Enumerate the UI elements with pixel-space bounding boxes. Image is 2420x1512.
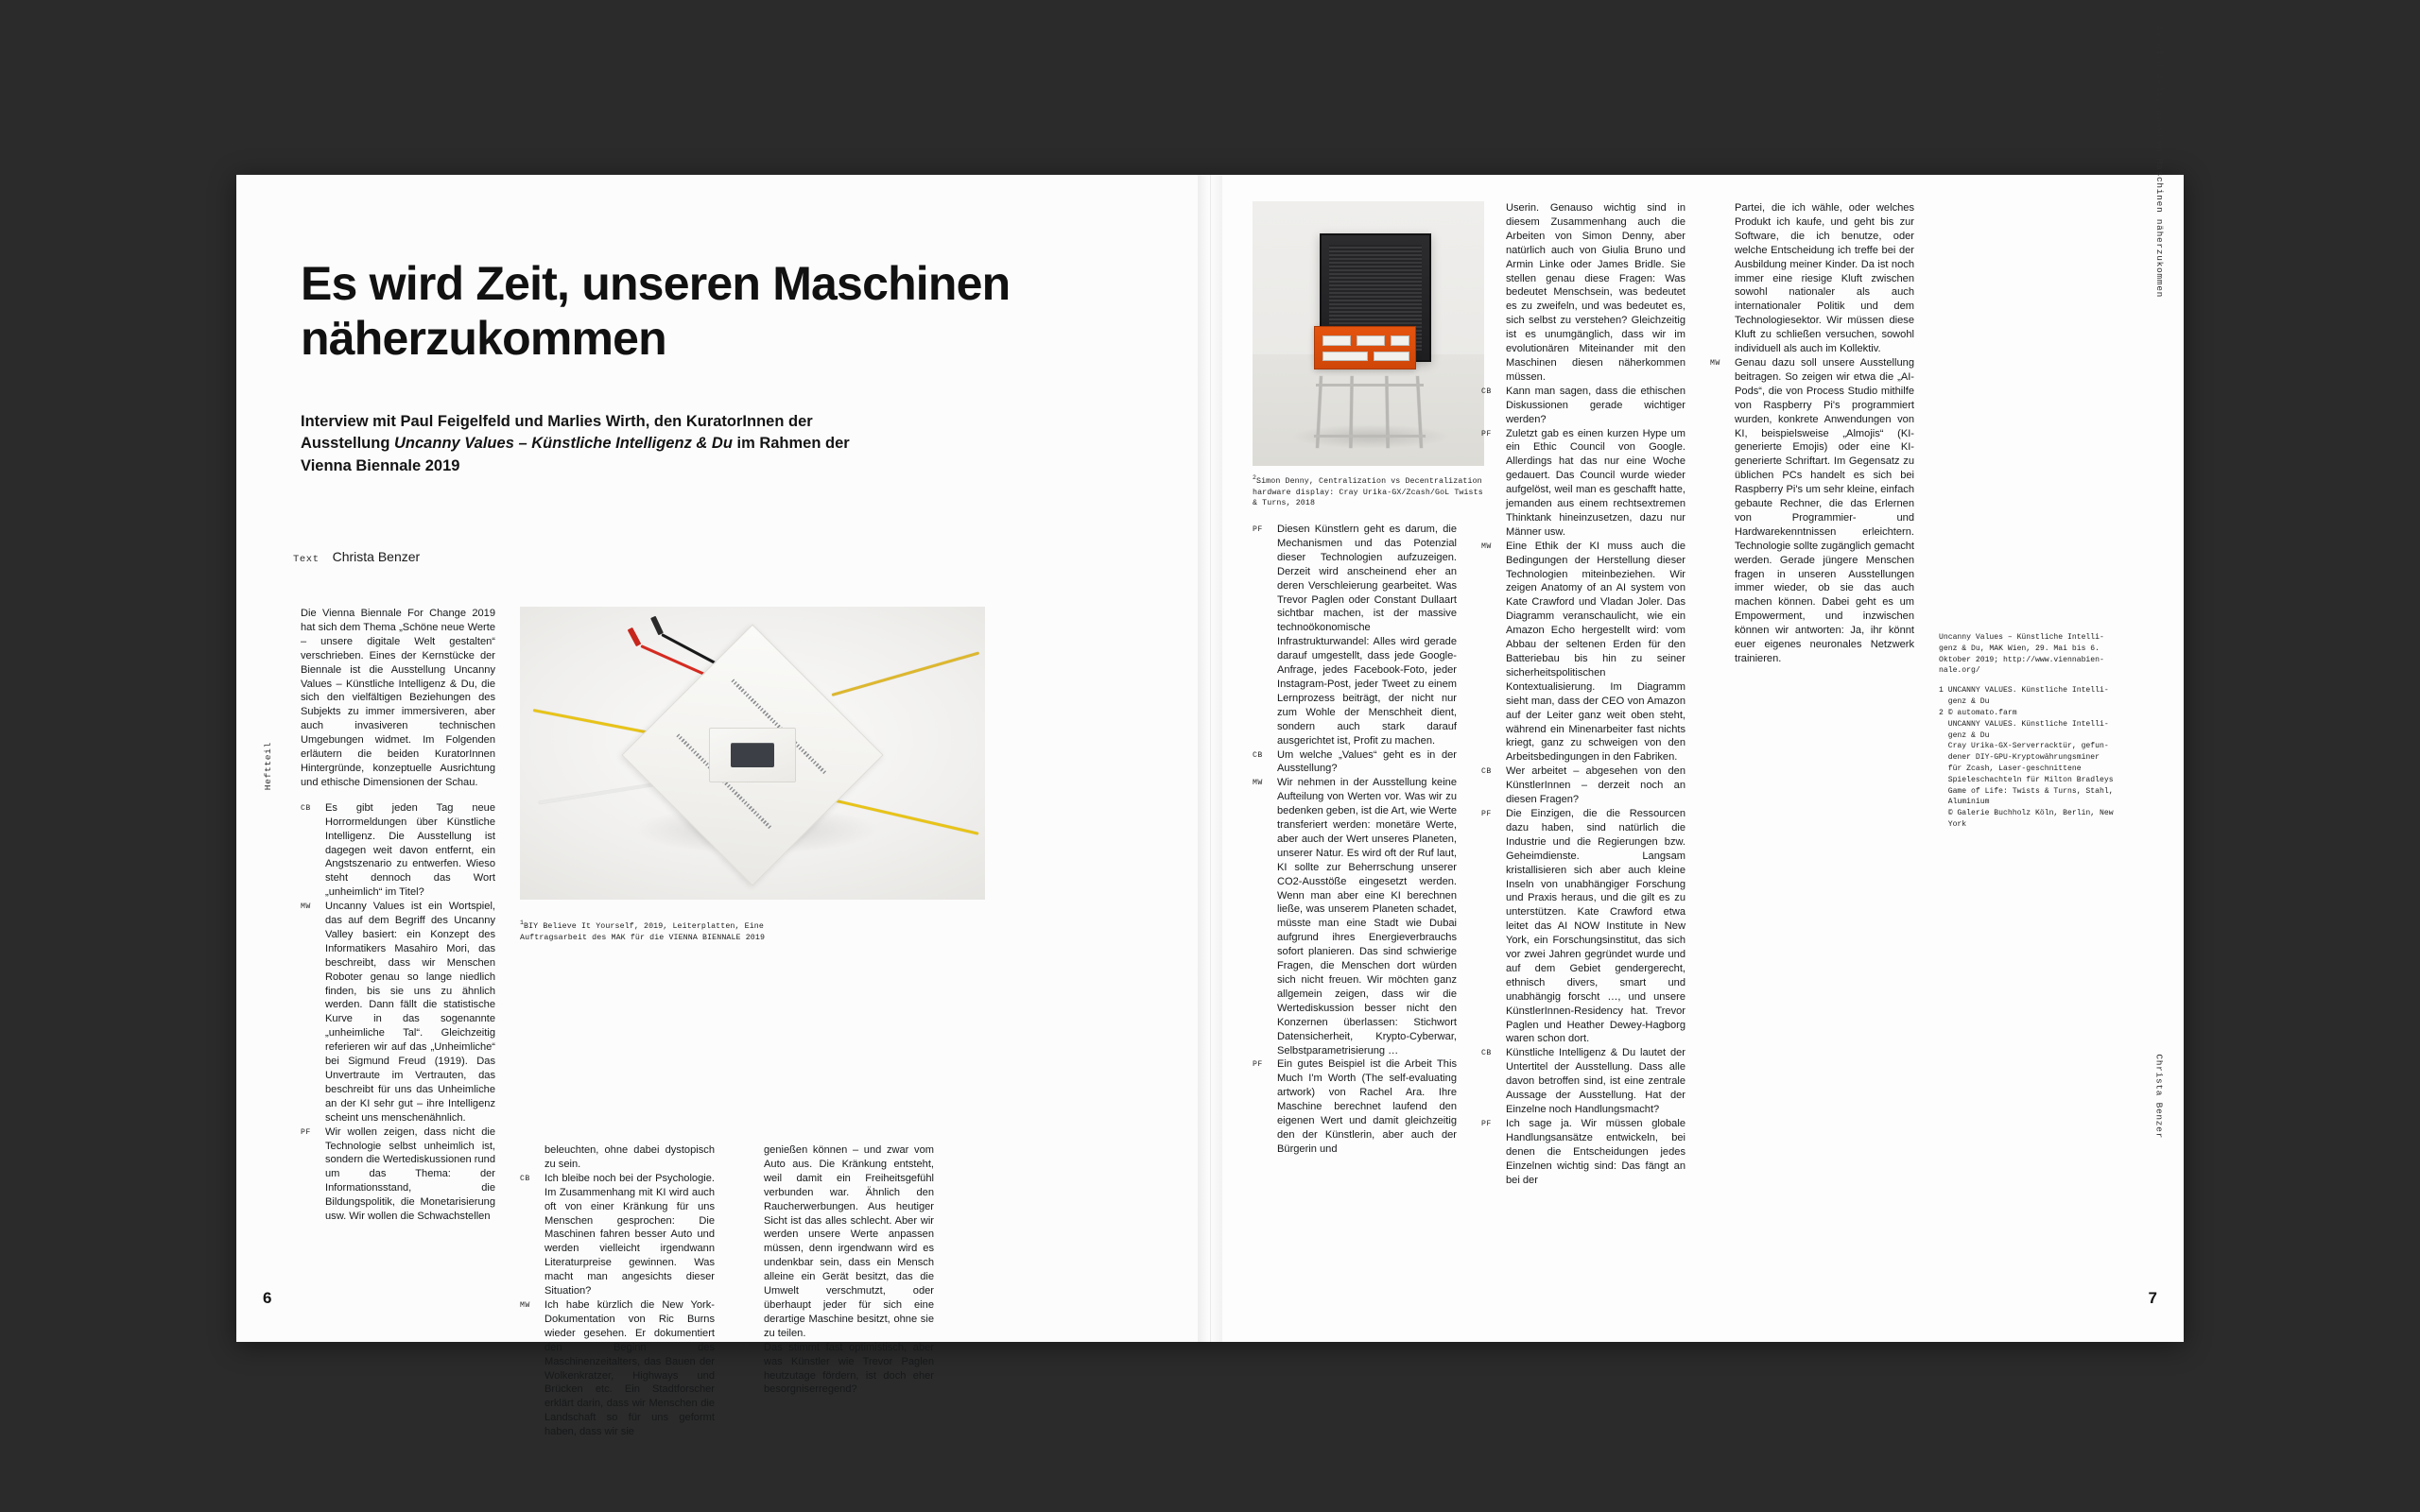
reference-line: Oktober 2019; http://www.viennabien- (1939, 655, 2104, 664)
reference-line: 2 © automato.farm (1939, 708, 2017, 717)
paragraph-text: Partei, die ich wähle, oder welches Produkt ich kaufe, und geht bis zur Software, die ich benutze, oder welche Entscheidung ich treffe bei der Ausbildung meiner Kinder. Da ist noch immer eine riesige Kluft zwischen sowohl nationaler als auch internationaler Politik und dem Technologiesektor. Wir müssen diese Kluft zu schließen versuchen, sowohl individuell als auch im Kollektiv. (1735, 202, 1914, 355)
paragraph-text: Uncanny Values ist ein Wortspiel, das auf dem Begriff des Uncanny Valley basiert: ein Konzept des Informatikers Masahiro Mori, das beschreibt, dass wir Menschen Roboter genau so lange niedlich finden, bis sie uns zu ähnlich werden. Dann fällt die statistische Kurve in das sogenannte „unheimliche Tal“. Gleichzeitig referieren wir auf das „Unheimliche“ bei Sigmund Freud (1919). Das Unvertraute im Vertrauten, das beschreibt für uns das Unheimliche an der KI sehr gut – ihre Intelligenz scheint uns menschenähnlich. (325, 901, 495, 1124)
speaker-initials: CB (1481, 767, 1492, 777)
reference-line: für Zcash, Laser-geschnittene (1939, 764, 2082, 773)
byline-author-name: Christa Benzer (332, 549, 421, 564)
speaker-initials: PF (1481, 1119, 1492, 1128)
stand-crossbar-bottom (1314, 435, 1426, 438)
reference-line: © Galerie Buchholz Köln, Berlin, New (1939, 809, 2114, 818)
left-bot-b-paras (520, 1143, 715, 1439)
interview-paragraph (739, 1143, 934, 1341)
reference-line: Aluminium (1939, 798, 1990, 807)
paragraph-text: Wir nehmen in der Ausstellung keine Aufteilung von Werten vor. Was wir zu bedenken geben, ist die Art, wie Werte transferiert werden: monetäre Werte, aber auch der Wert unseres Planeten, unserer Natur. Es wird oft der Ruf laut, KI sollte zur Beherrschung unserer CO2-Ausstöße eingesetzt werden. Wenn man aber eine KI berechnen ließe, was unserem Planeten schadet, müsste man eine Stadt wie Dubai aufgrund ihres Energieverbrauchs sofort planieren. Das sind schwierige Fragen, die Menschen dort würden sich nicht freuen. Wir möchten ganz allgemein zeigen, dass wir die Wertediskussion besser nicht den Konzernen überlassen: Stichwort Datensicherheit, Krypto-Cyberwar, Selbstparametrisierung … (1277, 777, 1457, 1057)
interview-paragraph (1710, 201, 1914, 356)
speaker-initials: CB (1481, 1049, 1492, 1058)
reference-line: Cray Urika-GX-Serverracktür, gefun- (1939, 742, 2109, 751)
artwork-photo-2 (1253, 201, 1484, 466)
interview-paragraph (1481, 540, 1685, 765)
photo-2-caption (1253, 473, 1489, 509)
reference-line: 1 UNCANNY VALUES. Künstliche Intelli- (1939, 686, 2109, 696)
reference-line: genz & Du (1939, 697, 1990, 707)
reference-line: genz & Du (1939, 730, 1990, 740)
right-col2-paras (1481, 201, 1685, 1187)
interview-paragraph (301, 801, 495, 900)
photo-1-caption-marker: 1 (520, 919, 525, 926)
speaker-initials: MW (1253, 779, 1263, 788)
reference-line: York (1939, 820, 1967, 829)
byline (293, 549, 420, 565)
interview-paragraph (1253, 748, 1457, 777)
interview-paragraph (520, 1143, 715, 1172)
miner-slot-4 (1322, 352, 1368, 361)
speaker-initials: MW (301, 902, 311, 912)
speaker-initials (520, 1143, 544, 1145)
paragraph-text: Ich habe kürzlich die New York-Dokumentation von Ric Burns wieder gesehen. Er dokumentiert den Beginn des Maschinenzeitalters, das Bauen der Wolkenkratzer, Highways und Brücken etc. Ein Stadtforscher erklärt darin, dass wir Menschen die Landschaft so für uns geformt haben, dass wir sie (544, 1298, 715, 1438)
speaker-initials (1481, 201, 1506, 203)
interview-paragraph (1481, 1117, 1685, 1188)
paragraph-text: Ich sage ja. Wir müssen globale Handlungsansätze entwickeln, bei denen die Entscheidungen jedes Einzelnen wichtig sind: Das fängt an bei der (1506, 1117, 1685, 1186)
reference-line: UNCANNY VALUES. Künstliche Intelli- (1939, 719, 2109, 729)
miner-slot-1 (1322, 335, 1351, 346)
paragraph-text: Die Einzigen, die die Ressourcen dazu haben, sind natürlich die Industrie und die Regierungen bzw. Geheimdienste. Langsam kristallisieren sich aber auch kleine Inseln von unabhängiger Forschung und Praxis heraus, und die gilt es zu unterstützen. Kate Crawford etwa leitet das AI NOW Institute in New York, ein Forschungsinstitut, das sich vor zwei Jahren gegründet wurde und auf dem Gebiet gendergerecht, ethnisch divers, smart und unabhängig forscht …, und unsere KünstlerInnen-Residency hat. Trevor Paglen und Heather Dewey-Hagborg waren schon dort. (1506, 807, 1685, 1045)
standfirst-part-2: im Rahmen der Vienna Biennale 2019 (301, 435, 850, 474)
speaker-initials (1710, 201, 1735, 203)
photo-2-caption-marker: 2 (1253, 474, 1257, 481)
intro-text: Die Vienna Biennale For Change 2019 hat sich dem Thema „Schöne neue Werte – unsere digitale Welt gestalten“ verschrieben. Eines der Kernstücke der Biennale ist die Ausstellung Uncanny Values – Künstliche Intelligenz & Du, die sich den vielfältigen Beziehungen des Subjekts zu immer immersiveren, aber auch invasiveren technischen Umgebungen widmet. Im Folgenden erläutern die beiden KuratorInnen Hintergründe, konzeptuelle Ausrichtung und ethische Dimensionen der Schau. (301, 608, 495, 788)
speaker-initials: PF (1253, 525, 1263, 534)
speaker-initials: PF (1253, 1060, 1263, 1070)
interview-paragraph (1253, 1057, 1457, 1156)
paragraph-text: Diesen Künstlern geht es darum, die Mechanismen und das Potenzial dieser Technologien aufzuzeigen. Derzeit wird anscheinend eher an deren Verschleierung gearbeitet. Was Trevor Paglen oder Constant Dullaart sichtbar machen, ist der massive technoökonomische Infrastrukturwandel: Alles wird gerade darauf umgestellt, dass jede Google-Anfrage, jedes Facebook-Foto, jeder Instagram-Post, jeder Tweet zu einem Lernprozess beiträgt, der nicht nur zum Wohle der Menschheit dient, sondern auch stark darauf ausgerichtet ist, Profit zu machen. (1277, 524, 1457, 747)
byline-label: Text (293, 554, 320, 565)
left-bottom-column-c (739, 1143, 934, 1397)
standfirst-italic-title: Uncanny Values – Künstliche Intelligenz & Du (394, 435, 733, 453)
speaker-initials (739, 1143, 764, 1145)
spine-label-running-head: Es wird Zeit, unseren Maschinen näherzukommen (2154, 25, 2165, 298)
interview-paragraph (739, 1341, 934, 1398)
speaker-initials: PF (1481, 809, 1492, 818)
miner-slot-5 (1374, 352, 1409, 361)
photo-1-caption-text: BIY Believe It Yourself, 2019, Leiterplatten, Eine Auftragsarbeit des MAK für die VIENNA BIENNALE 2019 (520, 921, 766, 942)
folio-right: 7 (2148, 1289, 2157, 1307)
paragraph-text: Wir wollen zeigen, dass nicht die Technologie selbst unheimlich ist, sondern die Wertediskussionen rund um das Thema: der Informationsstand, die Bildungspolitik, die Monetarisierung usw. Wir wollen die Schwachstellen (325, 1125, 495, 1223)
speaker-initials: CB (520, 1174, 530, 1183)
spine-label-left: Heftteil (263, 742, 273, 791)
standfirst (301, 411, 887, 477)
artwork-photo-1 (520, 607, 985, 900)
reference-line: Uncanny Values – Künstliche Intelli- (1939, 633, 2104, 642)
reference-line: genz & Du, MAK Wien, 29. Mai bis 6. (1939, 644, 2100, 653)
speaker-initials: MW (520, 1300, 530, 1310)
left-page (236, 175, 1210, 1438)
right-column-2 (1481, 201, 1685, 1187)
interview-paragraph (1481, 1046, 1685, 1117)
interview-paragraph (1481, 201, 1685, 385)
interview-paragraph (1481, 807, 1685, 1046)
left-bottom-column-b (520, 1143, 715, 1439)
reference-block (1939, 632, 2141, 677)
paragraph-text: Userin. Genauso wichtig sind in diesem Zusammenhang auch die Arbeiten von Simon Denny, aber natürlich auch von Giulia Bruno und Armin Linke oder James Bridle. Sie stellen genau diese Fragen: Was bedeutet Menschsein, was bedeutet es zu zweifeln, und was bedeutet es, sich selbst zu verstehen? Gleichzeitig ist es unumgänglich, dass wir im evolutionären Miteinander mit den Maschinen diesen näherkommen müssen. (1506, 202, 1685, 383)
page-title: Es wird Zeit, unseren Maschinen näherzukommen (301, 256, 1011, 365)
paragraph-text: Ich bleibe noch bei der Psychologie. Im Zusammenhang mit KI wird auch oft von einer Kränkung für uns Menschen gesprochen: Die Maschinen fahren besser Auto und werden vielleicht irgendwann Literaturpreise gewinnen. Was macht man angesichts dieser Situation? (544, 1172, 715, 1297)
photo-1-frame (520, 607, 985, 900)
left-bot-c-paras (739, 1143, 934, 1397)
paragraph-text: Zuletzt gab es einen kurzen Hype um ein Ethic Council von Google. Allerdings hat das nur eine Woche gedauert. Das Council wurde wieder aufgelöst, weil man es geschafft hatte, jemanden aus einem rechtsextremen Thinktank hineinzusetzen, dazu nur Männer usw. (1506, 427, 1685, 538)
interview-paragraph (1481, 765, 1685, 807)
speaker-initials: CB (739, 1343, 750, 1352)
paragraph-text: Wer arbeitet – abgesehen von den KünstlerInnen – derzeit noch an diesen Fragen? (1506, 765, 1685, 806)
right-column-1 (1253, 523, 1457, 1157)
paragraph-text: genießen können – und zwar vom Auto aus. Die Kränkung entsteht, weil damit ein Freiheitsgefühl verbunden war. Ähnlich den Raucherwerbungen. Aus heutiger Sicht ist das alles schlecht. Aber wir werden unsere Werte anpassen müssen, denn irgendwann wird es undenkbar sein, dass ein Mensch alleine ein Gerät besitzt, das die Umwelt verschmutzt, oder überhaupt jeder für sich eine derartige Maschine besitzt, ohne sie zu teilen. (764, 1144, 934, 1339)
right-col3-paras (1710, 201, 1914, 666)
interview-paragraph (1481, 385, 1685, 427)
right-column-3 (1710, 201, 1914, 666)
photo-1-caption (520, 919, 804, 943)
paragraph-text: Künstliche Intelligenz & Du lautet der Untertitel der Ausstellung. Dass alle davon betroffen sind, ist eine zentrale Aussage der Ausstellung. Hat der Einzelne noch Handlungsmacht? (1506, 1047, 1685, 1115)
paragraph-text: Um welche „Values“ geht es in der Ausstellung? (1277, 748, 1457, 775)
references-block (1939, 632, 2141, 839)
paragraph-text: Kann man sagen, dass die ethischen Diskussionen gerade wichtiger werden? (1506, 385, 1685, 425)
interview-paragraph (1253, 523, 1457, 748)
interview-paragraph (1481, 427, 1685, 540)
interview-paragraph (520, 1172, 715, 1298)
photo-2-caption-text: Simon Denny, Centralization vs Decentralization hardware display: Cray Urika-GX/Zcash/GoL Twists & Turns, 2018 (1253, 476, 1483, 508)
speaker-initials: CB (1481, 387, 1492, 396)
speaker-initials: MW (1481, 541, 1492, 551)
miner-slot-3 (1391, 335, 1409, 346)
interview-paragraph (301, 1125, 495, 1224)
magazine-spread (236, 25, 2184, 1438)
left-column-1 (301, 607, 495, 1224)
board-chip (731, 743, 774, 767)
speaker-initials: PF (1481, 429, 1492, 438)
reference-line: Game of Life: Twists & Turns, Stahl, (1939, 786, 2114, 796)
board-module (709, 728, 796, 782)
reference-line: Spieleschachteln für Milton Bradleys (1939, 775, 2114, 784)
left-col1-paras (301, 801, 495, 1224)
paragraph-text: Es gibt jeden Tag neue Horrormeldungen über Künstliche Intelligenz. Die Ausstellung ist dagegen weit davon entfernt, ein Angstszenario zu entwerfen. Wieso steht dennoch das Wort „unheimlich“ im Titel? (325, 801, 495, 899)
interview-paragraph (1253, 776, 1457, 1057)
reference-line: dener DIY-GPU-Kryptowährungsminer (1939, 753, 2100, 763)
display-stand (1312, 376, 1426, 450)
reference-block (1939, 685, 2141, 831)
speaker-initials: CB (1253, 750, 1263, 760)
photo-2-frame (1253, 201, 1484, 466)
interview-paragraph (1710, 356, 1914, 666)
right-page (1210, 25, 2184, 1342)
reference-line: nale.org/ (1939, 666, 1980, 676)
standfirst-part-1: Interview mit Paul Feigelfeld und Marlies Wirth, den KuratorInnen der Ausstellung (301, 413, 813, 453)
speaker-initials: MW (1710, 358, 1720, 368)
right-col1-paras (1253, 523, 1457, 1157)
paragraph-text: Ein gutes Beispiel ist die Arbeit This Much I'm Worth (The self-evaluating artwork) von Rachel Ara. Ihre Maschine berechnet laufend den eigenen Wert und damit gleichzeitig den der Künstlerin, aber auch der Bürgerin und (1277, 1058, 1457, 1155)
speaker-initials: PF (301, 1127, 311, 1137)
speaker-initials: CB (301, 803, 311, 813)
interview-paragraph (301, 900, 495, 1125)
paragraph-text: Eine Ethik der KI muss auch die Bedingungen der Herstellung dieser Technologien miteinbeziehen. Wir zeigen Anatomy of an AI system von Kate Crawford und Vladan Joler. Das Diagramm veranschaulicht, wie ein Amazon Echo hergestellt wird: vom Abbau der seltenen Erden für den Batteriebau bis hin zu seiner sicherheitspolitischen Kontextualisierung. Im Diagramm sieht man, dass der CEO von Amazon auf der Leiter ganz weit oben steht, während ein Minenarbeiter fast nichts kriegt, ganz zu schweigen von den Arbeitsbedingungen in den Fabriken. (1506, 540, 1685, 764)
spine-label-author: Christa Benzer (2154, 1054, 2165, 1139)
stand-crossbar-top (1316, 384, 1424, 387)
paragraph-text: Das stimmt fast optimistisch, aber was Künstler wie Trevor Paglen heutzutage fördern, ist doch eher besorgniserregend? (764, 1341, 934, 1396)
folio-left: 6 (263, 1289, 272, 1307)
paragraph-text: beleuchten, ohne dabei dystopisch zu sein. (544, 1144, 715, 1170)
intro-paragraph (301, 607, 495, 790)
interview-paragraph (520, 1298, 715, 1439)
paragraph-text: Genau dazu soll unsere Ausstellung beitragen. So zeigen wir etwa die „AI-Pods“, die von Process Studio mithilfe von Raspberry Pi's programmiert wurden, konkrete Anwendungen von KI, beispielsweise „Almojis“ (KI-generierte Emojis) oder eine KI-generierte Schriftart. Im Gegensatz zu üblichen PCs handelt es sich bei Raspberry Pi's um sehr kleine, einfach gebaute Rechner, die das Erlernen von Programmier- und Hardwarekenntnissen erleichtern. Technologie sollte zugänglich gemacht werden. Gerade jüngere Menschen fragen in unseren Ausstellungen immer wieder, ob sie das auch machen können. Dabei geht es um Empowerment, und inzwischen können wir antworten: Ja, ihr könnt euer eigenes neuronales Netzwerk trainieren. (1735, 356, 1914, 664)
miner-slot-2 (1357, 335, 1385, 346)
orange-crypto-miner (1314, 326, 1416, 369)
